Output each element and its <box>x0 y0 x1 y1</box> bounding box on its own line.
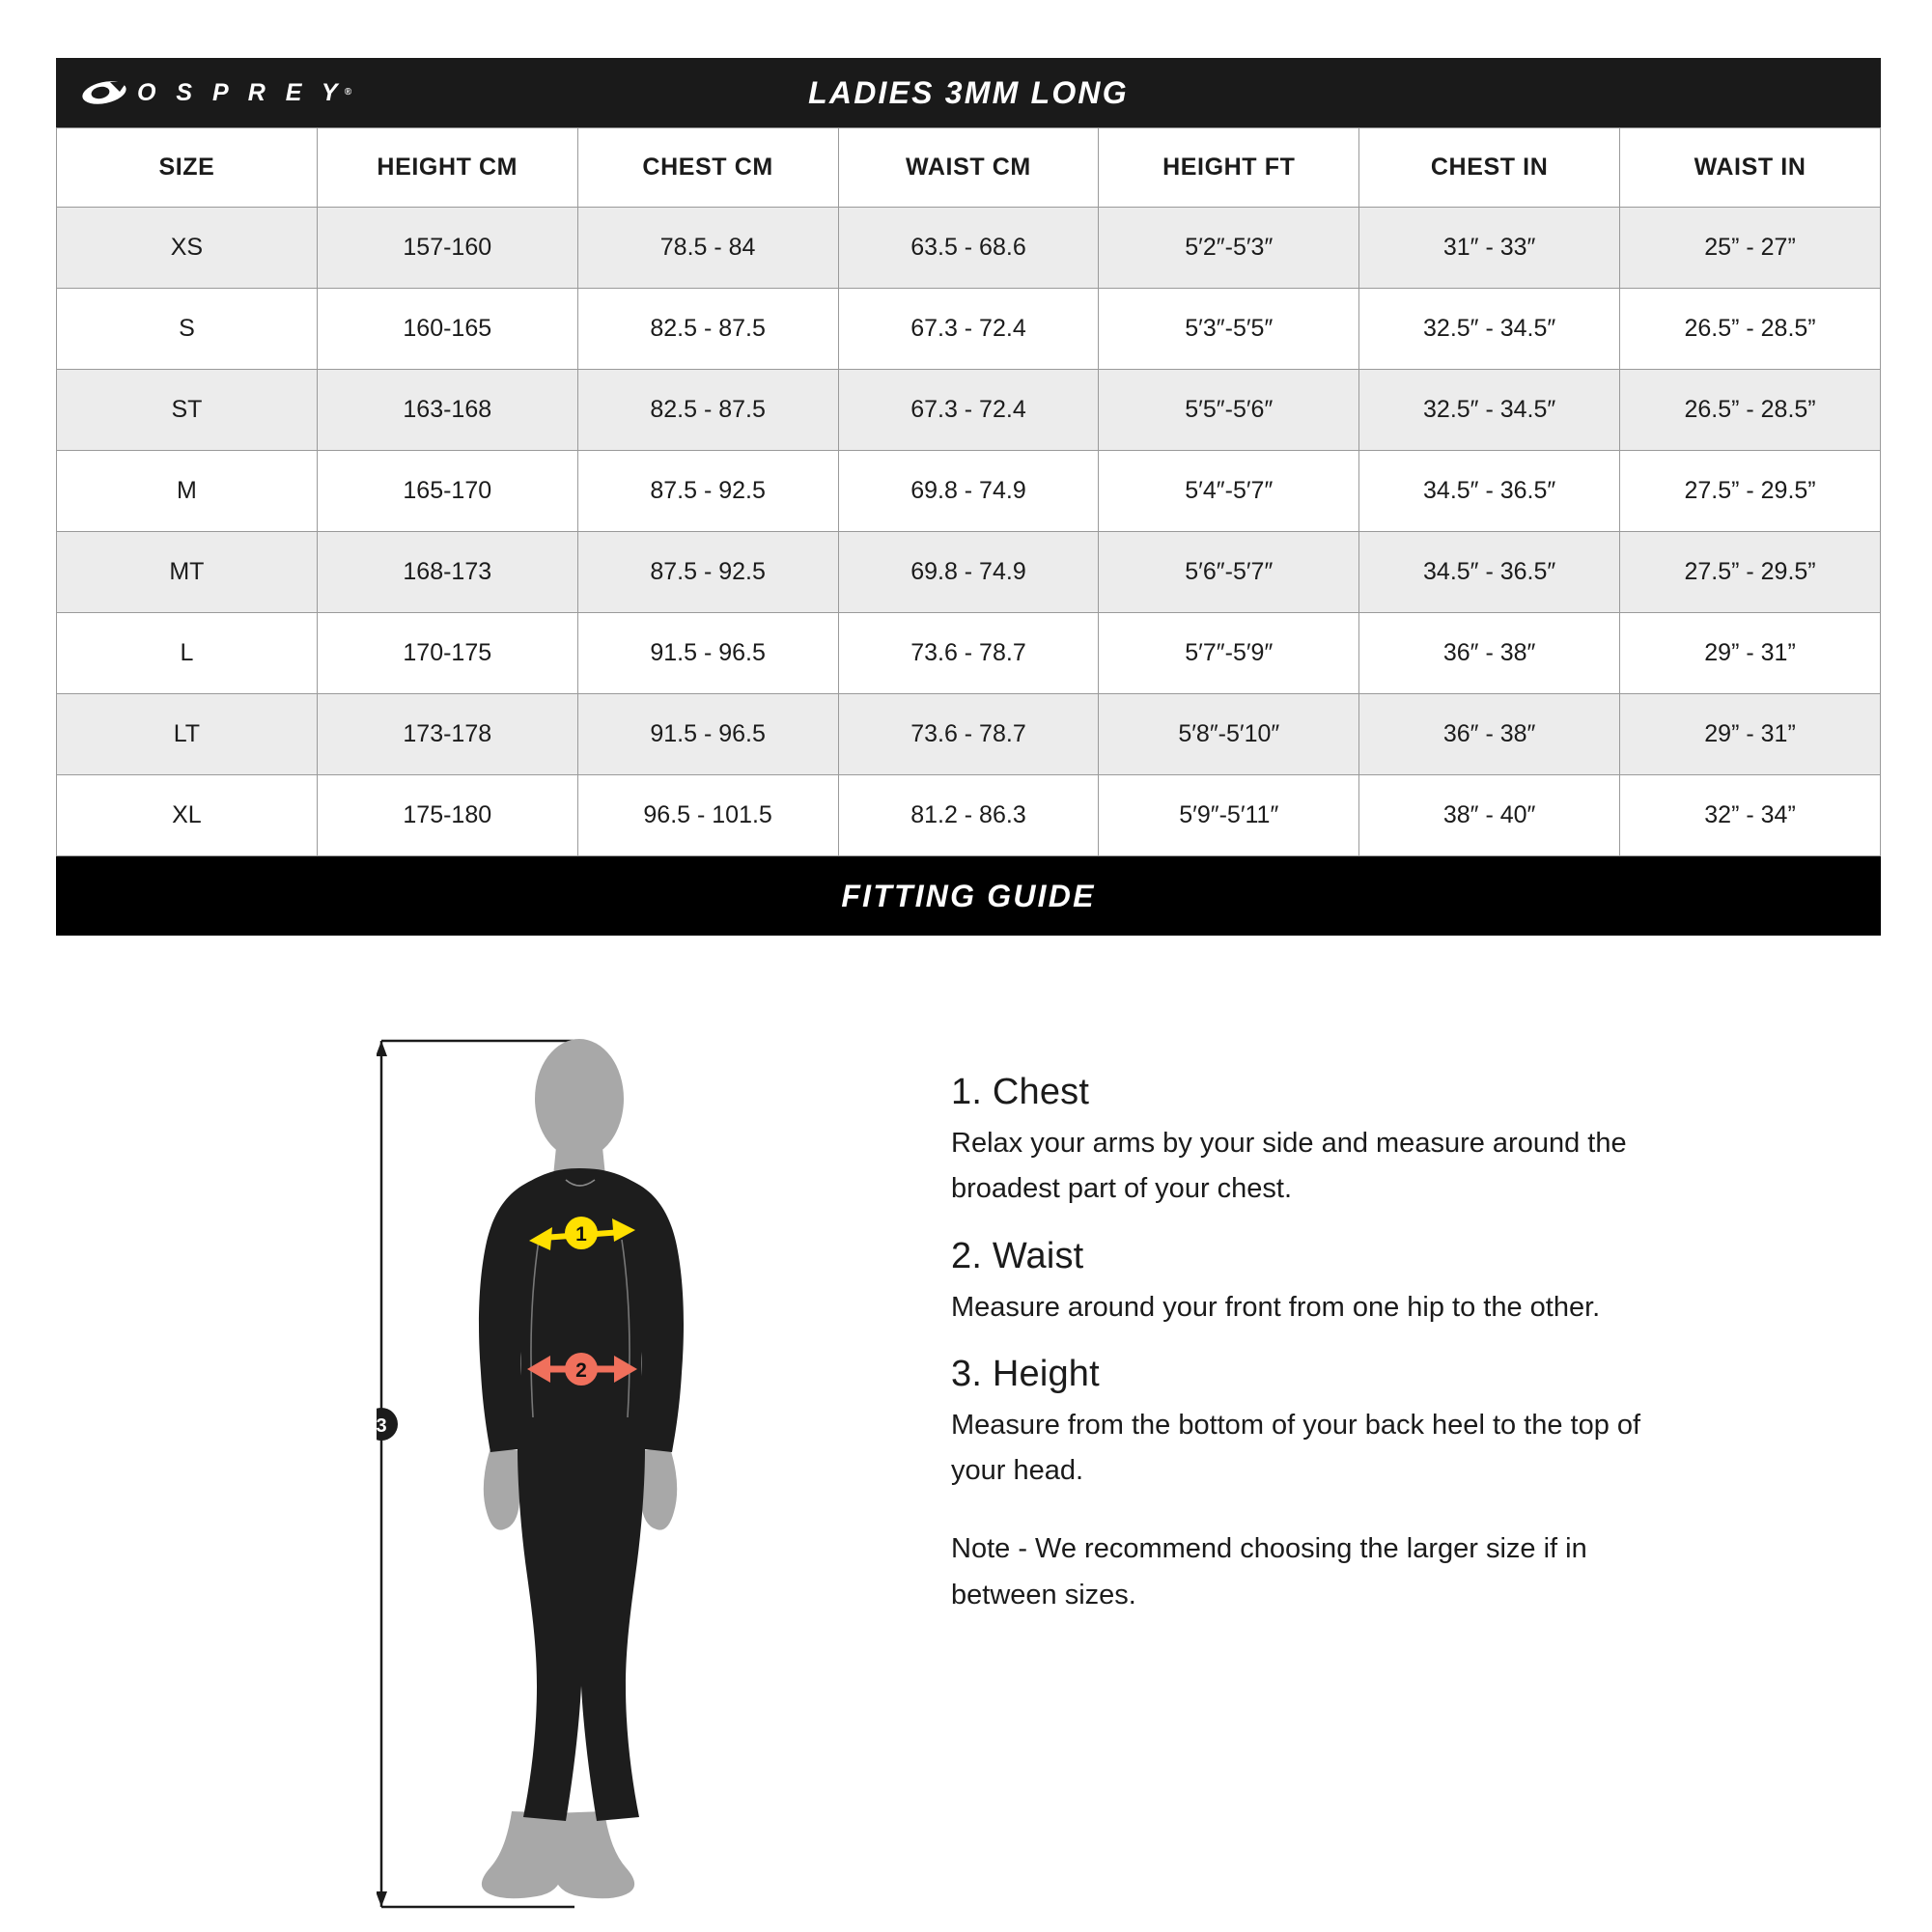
cell-waist-in: 26.5” - 28.5” <box>1620 370 1881 451</box>
table-row <box>57 370 1881 451</box>
cell-height-ft: 5′8″-5′10″ <box>1099 694 1359 775</box>
cell-chest-cm: 91.5 - 96.5 <box>577 613 838 694</box>
table-row <box>57 532 1881 613</box>
cell-chest-in: 31″ - 33″ <box>1359 208 1620 289</box>
instruction-height-body: Measure from the bottom of your back heel to the top of your head. <box>951 1409 1641 1487</box>
cell-size: XS <box>57 208 318 289</box>
sizing-note: Note - We recommend choosing the larger size if in between sizes. <box>951 1533 1587 1610</box>
cell-waist-in: 27.5” - 29.5” <box>1620 532 1881 613</box>
column-header-chest-cm: CHEST CM <box>577 128 838 208</box>
table-row <box>57 451 1881 532</box>
instruction-chest-body: Relax your arms by your side and measure around the broadest part of your chest. <box>951 1128 1627 1205</box>
instruction-height <box>951 1354 1646 1495</box>
marker-1-label: 1 <box>575 1223 587 1246</box>
cell-height-cm: 175-180 <box>317 775 577 856</box>
size-chart-body <box>57 208 1881 856</box>
cell-waist-cm: 67.3 - 72.4 <box>838 370 1099 451</box>
table-row <box>57 208 1881 289</box>
cell-height-cm: 168-173 <box>317 532 577 613</box>
brand-logo <box>81 78 351 107</box>
osprey-swoosh-logo-icon <box>81 78 127 107</box>
cell-chest-cm: 87.5 - 92.5 <box>577 451 838 532</box>
cell-waist-in: 29” - 31” <box>1620 694 1881 775</box>
column-header-height-ft: HEIGHT FT <box>1099 128 1359 208</box>
marker-3-label: 3 <box>377 1415 387 1437</box>
cell-height-cm: 173-178 <box>317 694 577 775</box>
cell-height-cm: 157-160 <box>317 208 577 289</box>
cell-waist-cm: 73.6 - 78.7 <box>838 613 1099 694</box>
cell-size: MT <box>57 532 318 613</box>
female-wetsuit-silhouette-icon <box>377 1033 917 1931</box>
cell-height-ft: 5′3″-5′5″ <box>1099 289 1359 370</box>
cell-size: L <box>57 613 318 694</box>
cell-chest-in: 32.5″ - 34.5″ <box>1359 370 1620 451</box>
instruction-waist-heading: 2. Waist <box>951 1235 1084 1276</box>
cell-height-ft: 5′5″-5′6″ <box>1099 370 1359 451</box>
column-header-waist-cm: WAIST CM <box>838 128 1099 208</box>
cell-chest-in: 34.5″ - 36.5″ <box>1359 451 1620 532</box>
cell-chest-cm: 96.5 - 101.5 <box>577 775 838 856</box>
column-header-waist-in: WAIST IN <box>1620 128 1881 208</box>
cell-chest-in: 36″ - 38″ <box>1359 694 1620 775</box>
cell-size: ST <box>57 370 318 451</box>
instruction-waist-body: Measure around your front from one hip to the other. <box>951 1291 1601 1323</box>
cell-waist-in: 29” - 31” <box>1620 613 1881 694</box>
height-measure-badge <box>377 1408 398 1441</box>
cell-height-cm: 163-168 <box>317 370 577 451</box>
cell-chest-cm: 78.5 - 84 <box>577 208 838 289</box>
cell-waist-cm: 69.8 - 74.9 <box>838 532 1099 613</box>
instruction-waist <box>951 1236 1646 1330</box>
cell-size: S <box>57 289 318 370</box>
cell-chest-in: 34.5″ - 36.5″ <box>1359 532 1620 613</box>
fitting-guide-bar: FITTING GUIDE <box>56 856 1881 936</box>
brand-header-bar <box>56 58 1881 127</box>
cell-height-ft: 5′4″-5′7″ <box>1099 451 1359 532</box>
cell-waist-cm: 69.8 - 74.9 <box>838 451 1099 532</box>
cell-size: M <box>57 451 318 532</box>
cell-height-cm: 165-170 <box>317 451 577 532</box>
cell-chest-in: 38″ - 40″ <box>1359 775 1620 856</box>
cell-waist-in: 25” - 27” <box>1620 208 1881 289</box>
size-chart-card <box>56 58 1881 936</box>
brand-name <box>137 78 351 106</box>
cell-chest-in: 32.5″ - 34.5″ <box>1359 289 1620 370</box>
left-hand-shape <box>484 1448 521 1530</box>
cell-waist-in: 26.5” - 28.5” <box>1620 289 1881 370</box>
cell-waist-in: 32” - 34” <box>1620 775 1881 856</box>
cell-waist-cm: 67.3 - 72.4 <box>838 289 1099 370</box>
cell-height-ft: 5′7″-5′9″ <box>1099 613 1359 694</box>
instruction-chest <box>951 1072 1646 1213</box>
table-row <box>57 694 1881 775</box>
right-hand-shape <box>639 1448 677 1530</box>
instruction-height-heading: 3. Height <box>951 1353 1100 1394</box>
column-header-chest-in: CHEST IN <box>1359 128 1620 208</box>
cell-height-cm: 160-165 <box>317 289 577 370</box>
table-row <box>57 289 1881 370</box>
cell-chest-cm: 82.5 - 87.5 <box>577 370 838 451</box>
column-header-size: SIZE <box>57 128 318 208</box>
cell-chest-cm: 87.5 - 92.5 <box>577 532 838 613</box>
fitting-guide-section <box>0 1014 1932 1932</box>
cell-height-ft: 5′2″-5′3″ <box>1099 208 1359 289</box>
left-foot-shape <box>482 1811 564 1898</box>
cell-height-ft: 5′9″-5′11″ <box>1099 775 1359 856</box>
instruction-chest-heading: 1. Chest <box>951 1072 1090 1112</box>
cell-chest-cm: 82.5 - 87.5 <box>577 289 838 370</box>
measurement-diagram <box>377 1033 917 1931</box>
size-chart-table <box>56 127 1881 856</box>
right-foot-shape <box>552 1811 634 1898</box>
product-title: LADIES 3MM LONG <box>808 74 1129 110</box>
marker-2-label: 2 <box>575 1359 587 1382</box>
table-row <box>57 775 1881 856</box>
cell-waist-cm: 63.5 - 68.6 <box>838 208 1099 289</box>
cell-height-cm: 170-175 <box>317 613 577 694</box>
table-header-row <box>57 128 1881 208</box>
head-shape <box>535 1039 624 1159</box>
cell-waist-cm: 81.2 - 86.3 <box>838 775 1099 856</box>
cell-height-ft: 5′6″-5′7″ <box>1099 532 1359 613</box>
instructions-panel <box>951 1072 1646 1618</box>
cell-waist-in: 27.5” - 29.5” <box>1620 451 1881 532</box>
registered-mark: ® <box>344 86 351 98</box>
cell-chest-cm: 91.5 - 96.5 <box>577 694 838 775</box>
cell-waist-cm: 73.6 - 78.7 <box>838 694 1099 775</box>
cell-chest-in: 36″ - 38″ <box>1359 613 1620 694</box>
cell-size: XL <box>57 775 318 856</box>
brand-name-text: O S P R E Y <box>137 78 345 106</box>
column-header-height-cm: HEIGHT CM <box>317 128 577 208</box>
table-row <box>57 613 1881 694</box>
cell-size: LT <box>57 694 318 775</box>
